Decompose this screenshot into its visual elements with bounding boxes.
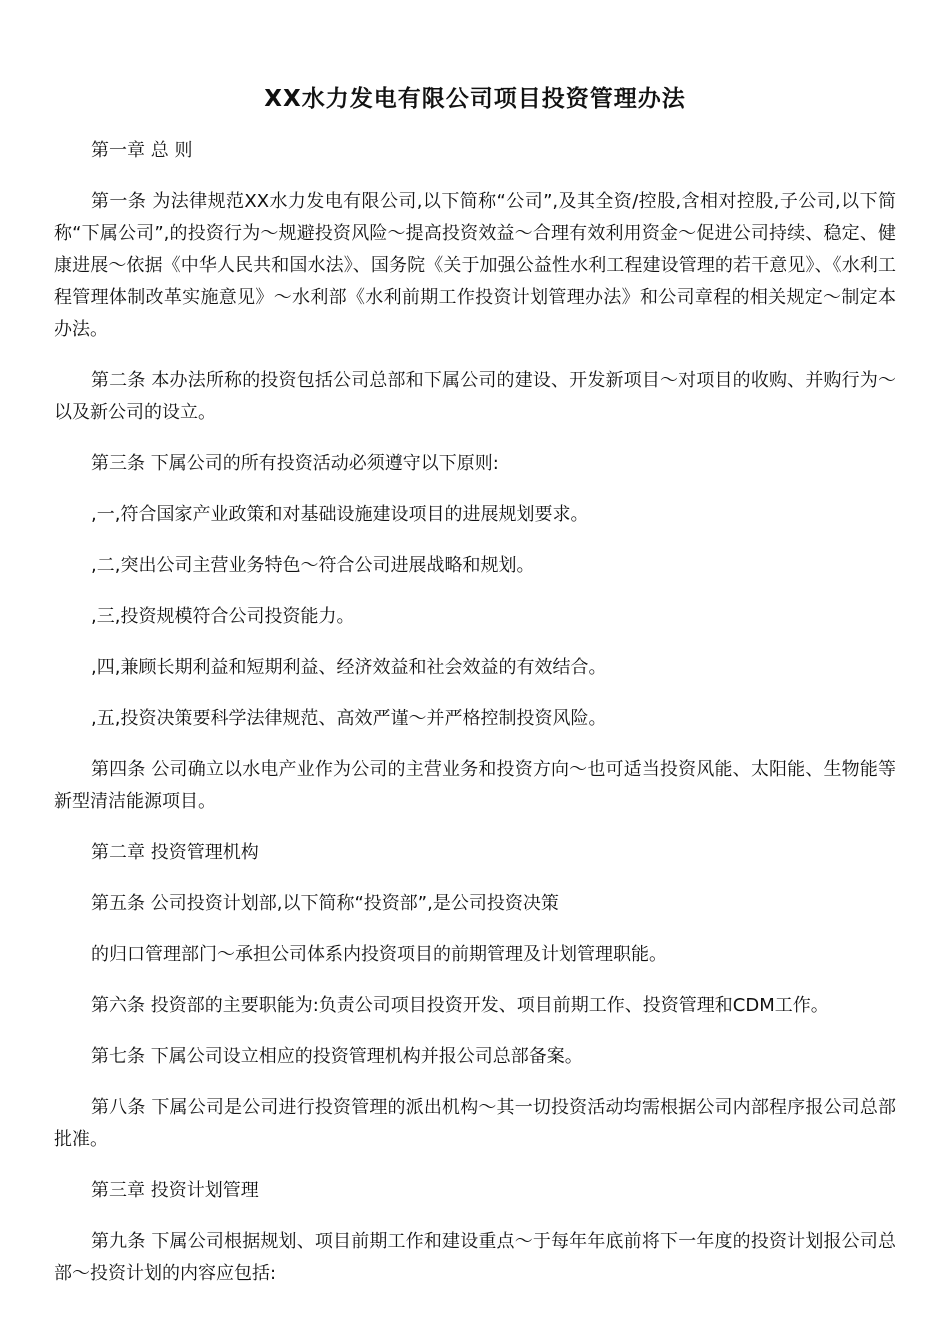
article-6: 第六条 投资部的主要职能为:负责公司项目投资开发、项目前期工作、投资管理和CDM工作。 — [91, 995, 829, 1016]
article-2: 第二条 本办法所称的投资包括公司总部和下属公司的建设、开发新项目～对项目的收购、并购行为～以及新公司的设立。 — [54, 370, 896, 423]
article-4: 第四条 公司确立以水电产业作为公司的主营业务和投资方向～也可适当投资风能、太阳能、生物能等新型清洁能源项目。 — [54, 759, 896, 812]
article-9: 第九条 下属公司根据规划、项目前期工作和建设重点～于每年年底前将下一年度的投资计划报公司总部～投资计划的内容应包括: — [54, 1231, 896, 1284]
document-title: XX水力发电有限公司项目投资管理办法 — [264, 86, 686, 112]
principle-5: ,五,投资决策要科学法律规范、高效严谨～并严格控制投资风险。 — [91, 708, 607, 729]
principle-3: ,三,投资规模符合公司投资能力。 — [91, 606, 355, 627]
chapter-2-heading: 第二章 投资管理机构 — [91, 842, 259, 863]
article-1: 第一条 为法律规范XX水力发电有限公司,以下简称“公司”,及其全资/控股,含相对控股,子公司,以下简称“下属公司”,的投资行为～规避投资风险～提高投资效益～合理有效利用资金～促进公司持续、稳定、健康进展～依据《中华人民共和国水法》、国务院《关于加强公益性水利工程建设管理的若干意见》、《水利工程管理体制改革实施意见》～水利部《水利前期工作投资计划管理办法》和公司章程的相关规定～制定本办法。 — [54, 191, 896, 340]
principle-4: ,四,兼顾长期利益和短期利益、经济效益和社会效益的有效结合。 — [91, 657, 607, 678]
article-7: 第七条 下属公司设立相应的投资管理机构并报公司总部备案。 — [91, 1046, 583, 1067]
principle-1: ,一,符合国家产业政策和对基础设施建设项目的进展规划要求。 — [91, 504, 589, 525]
article-5: 第五条 公司投资计划部,以下简称“投资部”,是公司投资决策 — [91, 893, 559, 914]
article-8: 第八条 下属公司是公司进行投资管理的派出机构～其一切投资活动均需根据公司内部程序报公司总部批准。 — [54, 1097, 896, 1150]
article-5-continued: 的归口管理部门～承担公司体系内投资项目的前期管理及计划管理职能。 — [91, 944, 667, 965]
article-3: 第三条 下属公司的所有投资活动必须遵守以下原则: — [91, 453, 499, 474]
principle-2: ,二,突出公司主营业务特色～符合公司进展战略和规划。 — [91, 555, 535, 576]
chapter-3-heading: 第三章 投资计划管理 — [91, 1180, 259, 1201]
chapter-1-heading: 第一章 总 则 — [91, 140, 193, 161]
